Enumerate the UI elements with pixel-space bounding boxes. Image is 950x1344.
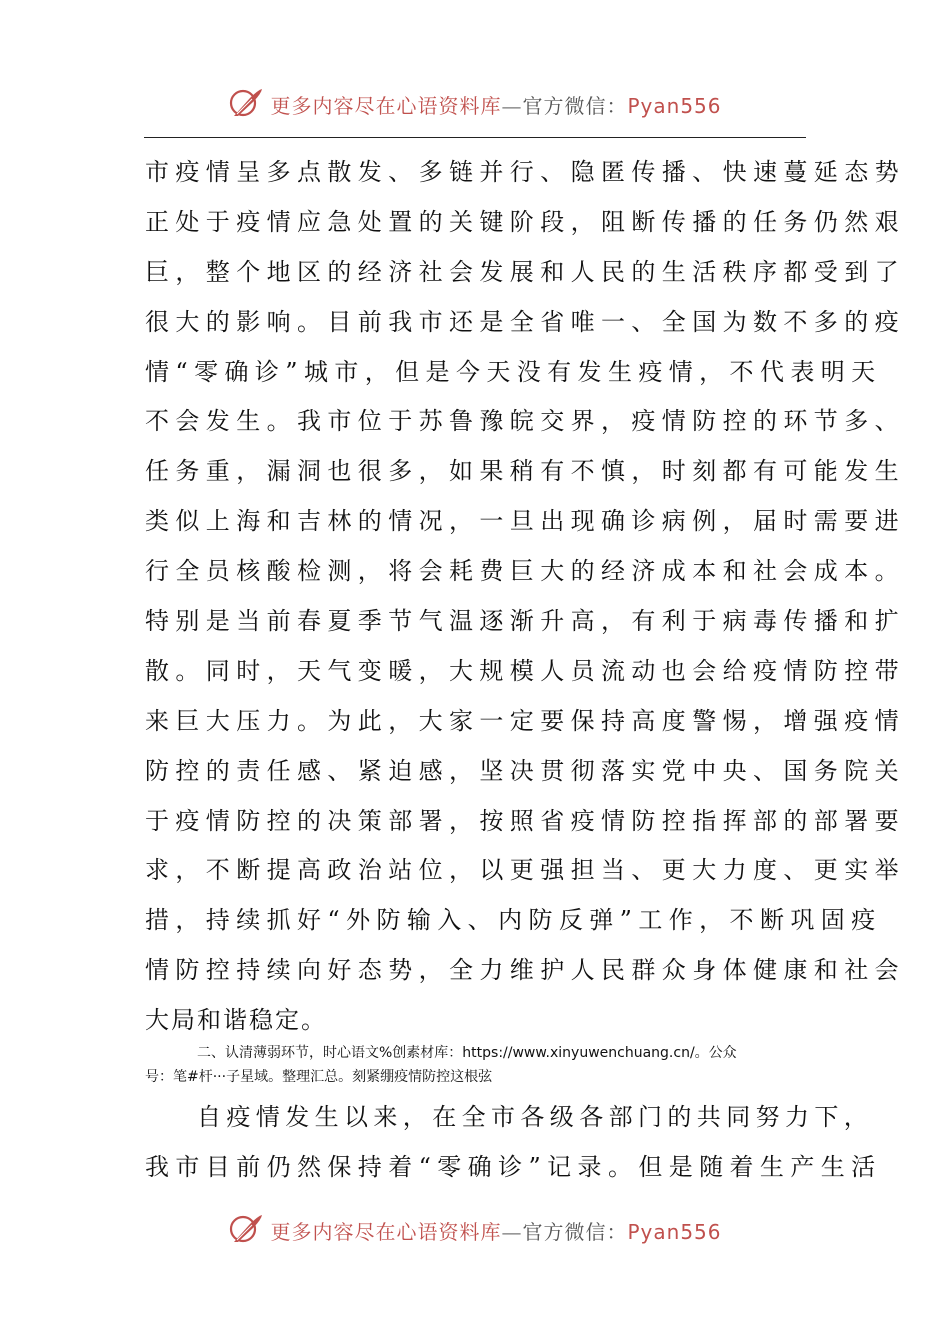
section-paragraph — [145, 1093, 882, 1193]
banner-separator: — — [501, 93, 523, 118]
body-line: 任务重，漏洞也很多，如果稍有不慎，时刻都有可能发生 — [145, 457, 905, 486]
note-line-1: 二、认清薄弱环节，时心语文%创素材库：https://www.xinyuwenchuang.cn/。公众 — [197, 1045, 737, 1061]
banner-text — [270, 90, 721, 119]
body-line: 散。同时，天气变暖，大规模人员流动也会给疫情防控带 — [145, 656, 905, 685]
body-line: 行全员核酸检测，将会耗费巨大的经济成本和社会成本。 — [145, 557, 905, 586]
body-paragraph — [145, 148, 905, 1046]
body-line: 情“零确诊”城市，但是今天没有发生疫情，不代表明天 — [145, 357, 882, 386]
quill-pen-circle-icon — [228, 1212, 264, 1248]
body-line: 大局和谐稳定。 — [145, 1006, 327, 1035]
body-line: 类似上海和吉林的情况，一旦出现确诊病例，届时需要进 — [145, 507, 905, 536]
banner-main-text: 更多内容尽在心语资料库 — [270, 1219, 502, 1244]
header-rule — [144, 137, 806, 138]
banner-separator: — — [501, 1219, 523, 1244]
section-line: 我市目前仍然保持着“零确诊”记录。但是随着生产生活 — [145, 1152, 882, 1181]
body-line: 来巨大压力。为此，大家一定要保持高度警惕，增强疫情 — [145, 706, 905, 735]
section-line: 自疫情发生以来，在全市各级各部门的共同努力下， — [197, 1103, 874, 1131]
body-line: 市疫情呈多点散发、多链并行、隐匿传播、快速蔓延态势 — [145, 158, 905, 186]
banner-official-label: 官方微信： — [522, 93, 628, 118]
body-line: 防控的责任感、紧迫感，坚决贯彻落实党中央、国务院关 — [145, 756, 905, 785]
banner-text — [270, 1216, 721, 1245]
body-line: 措，持续抓好“外防输入、内防反弹”工作，不断巩固疫 — [145, 906, 882, 935]
quill-pen-circle-icon — [228, 86, 264, 122]
note-line-2: 号：笔#杆···子星域。整理汇总。刻紧绷疫情防控这根弦 — [145, 1069, 493, 1085]
banner-wechat-id: Pyan556 — [627, 93, 722, 118]
header-banner — [0, 84, 950, 124]
body-line: 求，不断提高政治站位，以更强担当、更大力度、更实举 — [145, 856, 905, 885]
section-heading-note — [145, 1041, 807, 1089]
banner-wechat-id: Pyan556 — [627, 1219, 722, 1244]
banner-official-label: 官方微信： — [522, 1219, 628, 1244]
banner-main-text: 更多内容尽在心语资料库 — [270, 93, 502, 118]
body-line: 特别是当前春夏季节气温逐渐升高，有利于病毒传播和扩 — [145, 607, 905, 636]
body-line: 很大的影响。目前我市还是全省唯一、全国为数不多的疫 — [145, 307, 905, 336]
body-line: 不会发生。我市位于苏鲁豫皖交界，疫情防控的环节多、 — [145, 407, 905, 436]
body-line: 巨，整个地区的经济社会发展和人民的生活秩序都受到了 — [145, 257, 905, 286]
body-line: 情防控持续向好态势，全力维护人民群众身体健康和社会 — [145, 956, 905, 985]
body-line: 于疫情防控的决策部署，按照省疫情防控指挥部的部署要 — [145, 806, 905, 835]
body-line: 正处于疫情应急处置的关键阶段，阻断传播的任务仍然艰 — [145, 207, 905, 236]
footer-banner — [0, 1210, 950, 1250]
